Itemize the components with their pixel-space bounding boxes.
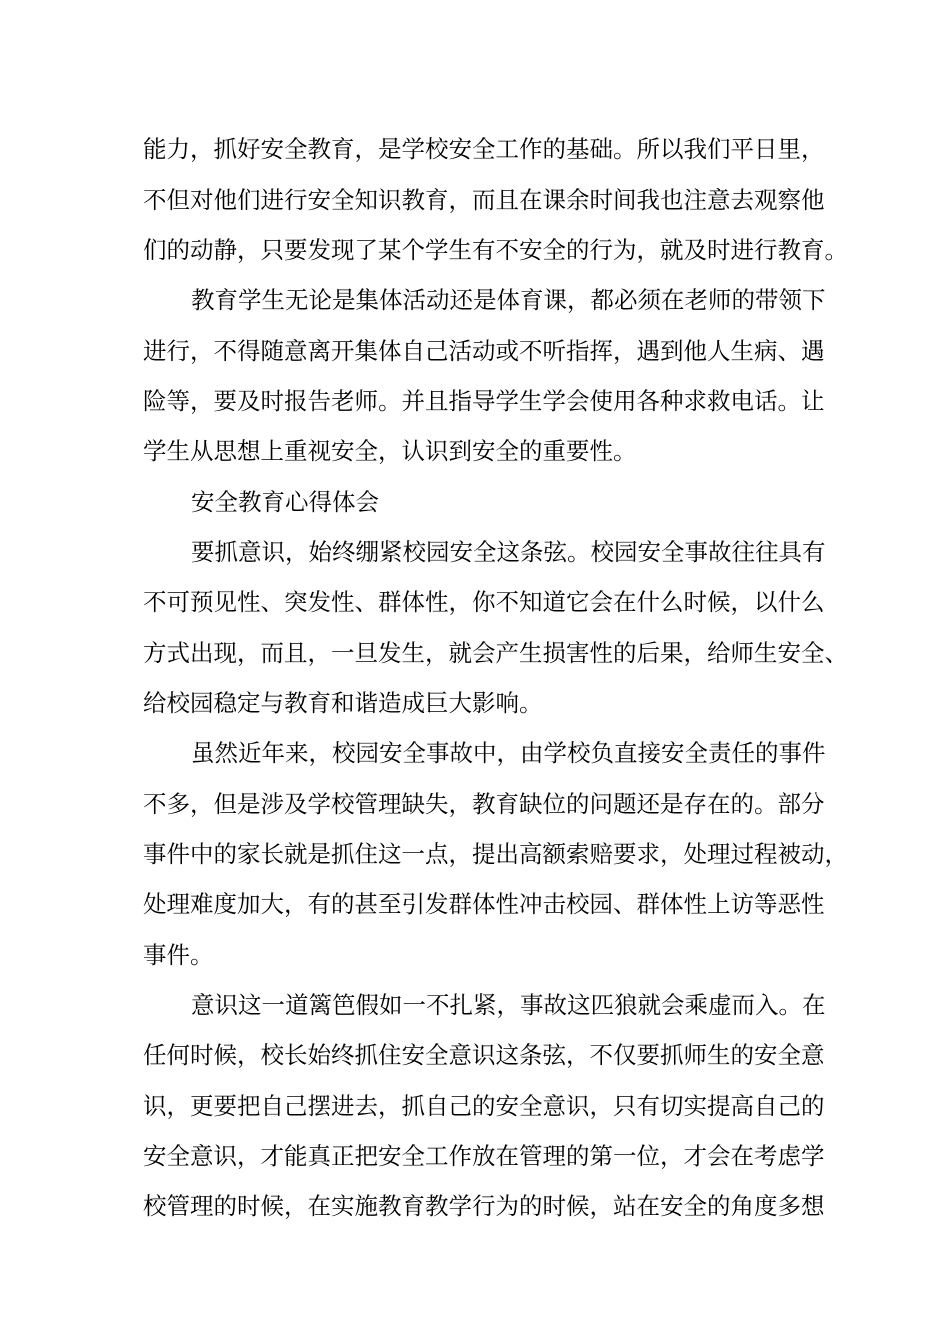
text-line: 事件。	[143, 941, 214, 969]
paragraph-first-line: 教育学生无论是集体活动还是体育课，都必须在老师的带领下	[191, 286, 826, 314]
paragraph-first-line: 虽然近年来，校园安全事故中，由学校负直接安全责任的事件	[191, 739, 826, 767]
section-heading: 安全教育心得体会	[191, 488, 379, 516]
text-line: 进行，不得随意离开集体自己活动或不听指挥，遇到他人生病、遇	[143, 337, 825, 365]
text-line: 险等，要及时报告老师。并且指导学生学会使用各种求救电话。让	[143, 387, 825, 415]
text-line: 事件中的家长就是抓住这一点，提出高额索赔要求，处理过程被动，	[143, 840, 848, 868]
text-line: 能力，抓好安全教育，是学校安全工作的基础。所以我们平日里，	[143, 135, 825, 163]
text-line: 学生从思想上重视安全，认识到安全的重要性。	[143, 437, 637, 465]
text-line: 不但对他们进行安全知识教育，而且在课余时间我也注意去观察他	[143, 186, 825, 214]
text-line: 不可预见性、突发性、群体性，你不知道它会在什么时候，以什么	[143, 588, 825, 616]
paragraph-first-line: 要抓意识，始终绷紧校园安全这条弦。校园安全事故往往具有	[191, 538, 826, 566]
text-line: 识，更要把自己摆进去，抓自己的安全意识，只有切实提高自己的	[143, 1092, 825, 1120]
text-line: 处理难度加大，有的甚至引发群体性冲击校园、群体性上访等恶性	[143, 890, 825, 918]
text-line: 方式出现，而且，一旦发生，就会产生损害性的后果，给师生安全、	[143, 639, 848, 667]
text-line: 任何时候，校长始终抓住安全意识这条弦，不仅要抓师生的安全意	[143, 1041, 825, 1069]
text-line: 不多，但是涉及学校管理缺失，教育缺位的问题还是存在的。部分	[143, 790, 825, 818]
paragraph-first-line: 意识这一道篱笆假如一不扎紧，事故这匹狼就会乘虚而入。在	[191, 991, 826, 1019]
text-line: 给校园稳定与教育和谐造成巨大影响。	[143, 689, 543, 717]
text-line: 校管理的时候，在实施教育教学行为的时候，站在安全的角度多想	[143, 1192, 825, 1220]
text-line: 们的动静，只要发现了某个学生有不安全的行为，就及时进行教育。	[143, 236, 848, 264]
text-line: 安全意识，才能真正把安全工作放在管理的第一位，才会在考虑学	[143, 1142, 825, 1170]
